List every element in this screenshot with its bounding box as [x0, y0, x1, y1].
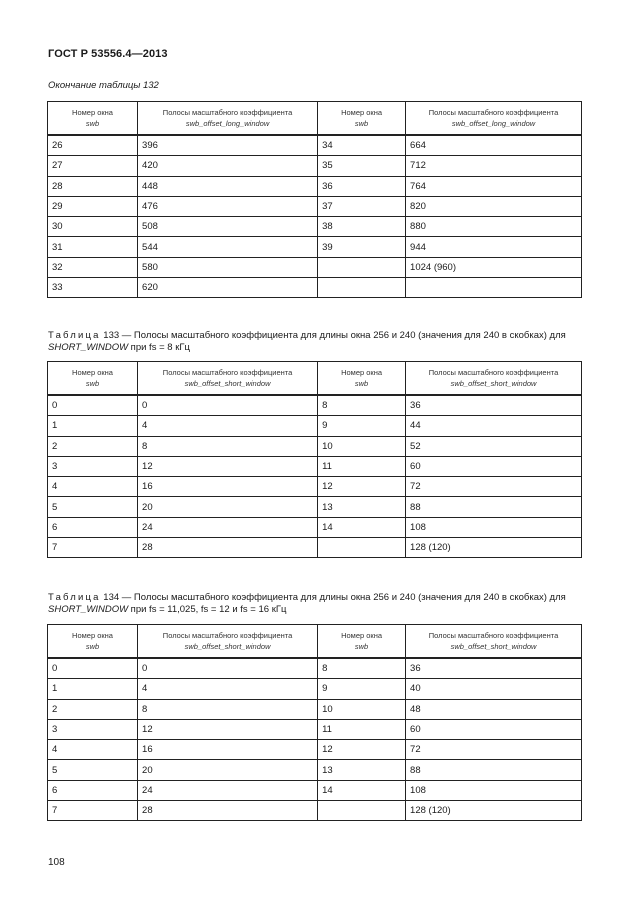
table-row	[48, 456, 582, 476]
table-cell	[318, 801, 406, 821]
table-cell: 28	[48, 176, 138, 196]
table-cell: 48	[406, 699, 582, 719]
table-cell: 544	[138, 237, 318, 257]
table-cell: 33	[48, 278, 138, 298]
table-cell: 664	[406, 135, 582, 156]
table-cell: 28	[138, 801, 318, 821]
table-cell: 16	[138, 477, 318, 497]
header-window-number: Номер окна swb	[318, 362, 406, 396]
table-cell: 420	[138, 156, 318, 176]
table-cell: 396	[138, 135, 318, 156]
table-cell: 620	[138, 278, 318, 298]
table-cell: 1	[48, 679, 138, 699]
table-cell: 27	[48, 156, 138, 176]
table-cell: 8	[138, 699, 318, 719]
table-row	[48, 801, 582, 821]
table-cell: 2	[48, 699, 138, 719]
table-cell: 20	[138, 497, 318, 517]
header-scale-factor-bands: Полосы масштабного коэффициента swb_offset_short_window	[406, 362, 582, 396]
document-header: ГОСТ Р 53556.4—2013	[48, 48, 168, 60]
table-cell: 6	[48, 517, 138, 537]
table-cell: 60	[406, 719, 582, 739]
table-cell: 40	[406, 679, 582, 699]
table-row	[48, 679, 582, 699]
table-cell: 9	[318, 679, 406, 699]
table-row	[48, 477, 582, 497]
table-cell: 16	[138, 740, 318, 760]
table-cell: 10	[318, 436, 406, 456]
table-cell: 13	[318, 497, 406, 517]
table-header-row	[48, 625, 582, 659]
table-cell: 26	[48, 135, 138, 156]
table-cell: 72	[406, 740, 582, 760]
table-cell: 7	[48, 801, 138, 821]
table-cell: 36	[406, 395, 582, 416]
table-cell: 7	[48, 538, 138, 558]
table-cell: 8	[318, 658, 406, 679]
header-scale-factor-bands: Полосы масштабного коэффициента swb_offset_short_window	[138, 362, 318, 396]
table-row	[48, 517, 582, 537]
table-132	[47, 101, 582, 298]
table-cell: 448	[138, 176, 318, 196]
table-row	[48, 416, 582, 436]
table-cell: 128 (120)	[406, 801, 582, 821]
table-cell: 4	[138, 416, 318, 436]
table-cell: 712	[406, 156, 582, 176]
table-row	[48, 780, 582, 800]
table-cell: 128 (120)	[406, 538, 582, 558]
table-cell: 12	[138, 719, 318, 739]
table-cell: 36	[318, 176, 406, 196]
table-132-continuation-label: Окончание таблицы 132	[48, 80, 159, 91]
table-cell: 28	[138, 538, 318, 558]
table-cell: 11	[318, 456, 406, 476]
header-window-number: Номер окна swb	[318, 102, 406, 136]
table-cell	[318, 257, 406, 277]
table-133-caption: Таблица 133 — Полосы масштабного коэффициента для длины окна 256 и 240 (значения для 240 в скобках) для SHORT_WINDOW при fs = 8 кГц	[48, 330, 566, 353]
table-cell: 944	[406, 237, 582, 257]
table-row	[48, 719, 582, 739]
table-row	[48, 760, 582, 780]
table-cell: 3	[48, 719, 138, 739]
table-row	[48, 699, 582, 719]
table-cell: 36	[406, 658, 582, 679]
table-cell: 14	[318, 517, 406, 537]
table-row	[48, 156, 582, 176]
table-header-row	[48, 362, 582, 396]
table-row	[48, 257, 582, 277]
table-cell: 72	[406, 477, 582, 497]
table-row	[48, 497, 582, 517]
table-row	[48, 658, 582, 679]
table-cell: 880	[406, 217, 582, 237]
table-cell: 20	[138, 760, 318, 780]
table-cell: 820	[406, 196, 582, 216]
table-cell	[406, 278, 582, 298]
table-cell: 24	[138, 780, 318, 800]
table-cell: 4	[138, 679, 318, 699]
table-cell: 6	[48, 780, 138, 800]
table-cell: 4	[48, 477, 138, 497]
table-cell: 10	[318, 699, 406, 719]
table-cell: 12	[318, 477, 406, 497]
table-cell: 0	[138, 658, 318, 679]
header-scale-factor-bands: Полосы масштабного коэффициента swb_offset_short_window	[406, 625, 582, 659]
table-cell: 108	[406, 517, 582, 537]
table-cell: 0	[48, 658, 138, 679]
table-cell: 1024 (960)	[406, 257, 582, 277]
table-cell: 52	[406, 436, 582, 456]
table-cell: 0	[48, 395, 138, 416]
table-cell: 13	[318, 760, 406, 780]
table-cell: 1	[48, 416, 138, 436]
table-134-caption: Таблица 134 — Полосы масштабного коэффициента для длины окна 256 и 240 (значения для 240 в скобках) для SHORT_WINDOW при fs = 11,025, fs = 12 и fs = 16 кГц	[48, 592, 566, 615]
table-134	[47, 624, 582, 821]
table-cell: 8	[318, 395, 406, 416]
table-cell: 44	[406, 416, 582, 436]
table-row	[48, 436, 582, 456]
table-cell: 88	[406, 497, 582, 517]
header-scale-factor-bands: Полосы масштабного коэффициента swb_offset_long_window	[406, 102, 582, 136]
header-scale-factor-bands: Полосы масштабного коэффициента swb_offset_short_window	[138, 625, 318, 659]
header-window-number: Номер окна swb	[48, 625, 138, 659]
table-cell: 4	[48, 740, 138, 760]
table-cell: 764	[406, 176, 582, 196]
table-cell: 508	[138, 217, 318, 237]
table-cell: 5	[48, 497, 138, 517]
table-row	[48, 135, 582, 156]
header-window-number: Номер окна swb	[48, 362, 138, 396]
table-cell: 14	[318, 780, 406, 800]
header-scale-factor-bands: Полосы масштабного коэффициента swb_offset_long_window	[138, 102, 318, 136]
table-row	[48, 278, 582, 298]
table-row	[48, 196, 582, 216]
table-cell: 8	[138, 436, 318, 456]
table-cell: 32	[48, 257, 138, 277]
table-row	[48, 395, 582, 416]
table-cell	[318, 538, 406, 558]
table-cell: 12	[138, 456, 318, 476]
table-row	[48, 176, 582, 196]
table-133	[47, 361, 582, 558]
table-cell: 39	[318, 237, 406, 257]
table-cell	[318, 278, 406, 298]
table-cell: 580	[138, 257, 318, 277]
table-cell: 88	[406, 760, 582, 780]
table-cell: 37	[318, 196, 406, 216]
table-cell: 24	[138, 517, 318, 537]
table-cell: 3	[48, 456, 138, 476]
table-cell: 60	[406, 456, 582, 476]
table-cell: 0	[138, 395, 318, 416]
table-row	[48, 740, 582, 760]
table-row	[48, 217, 582, 237]
table-cell: 34	[318, 135, 406, 156]
table-header-row	[48, 102, 582, 136]
table-cell: 108	[406, 780, 582, 800]
table-cell: 38	[318, 217, 406, 237]
table-row	[48, 538, 582, 558]
table-row	[48, 237, 582, 257]
table-cell: 5	[48, 760, 138, 780]
table-cell: 9	[318, 416, 406, 436]
table-cell: 29	[48, 196, 138, 216]
page-number: 108	[48, 857, 65, 868]
table-cell: 31	[48, 237, 138, 257]
header-window-number: Номер окна swb	[318, 625, 406, 659]
header-window-number: Номер окна swb	[48, 102, 138, 136]
table-cell: 476	[138, 196, 318, 216]
table-cell: 35	[318, 156, 406, 176]
table-cell: 2	[48, 436, 138, 456]
table-cell: 12	[318, 740, 406, 760]
table-cell: 30	[48, 217, 138, 237]
table-cell: 11	[318, 719, 406, 739]
